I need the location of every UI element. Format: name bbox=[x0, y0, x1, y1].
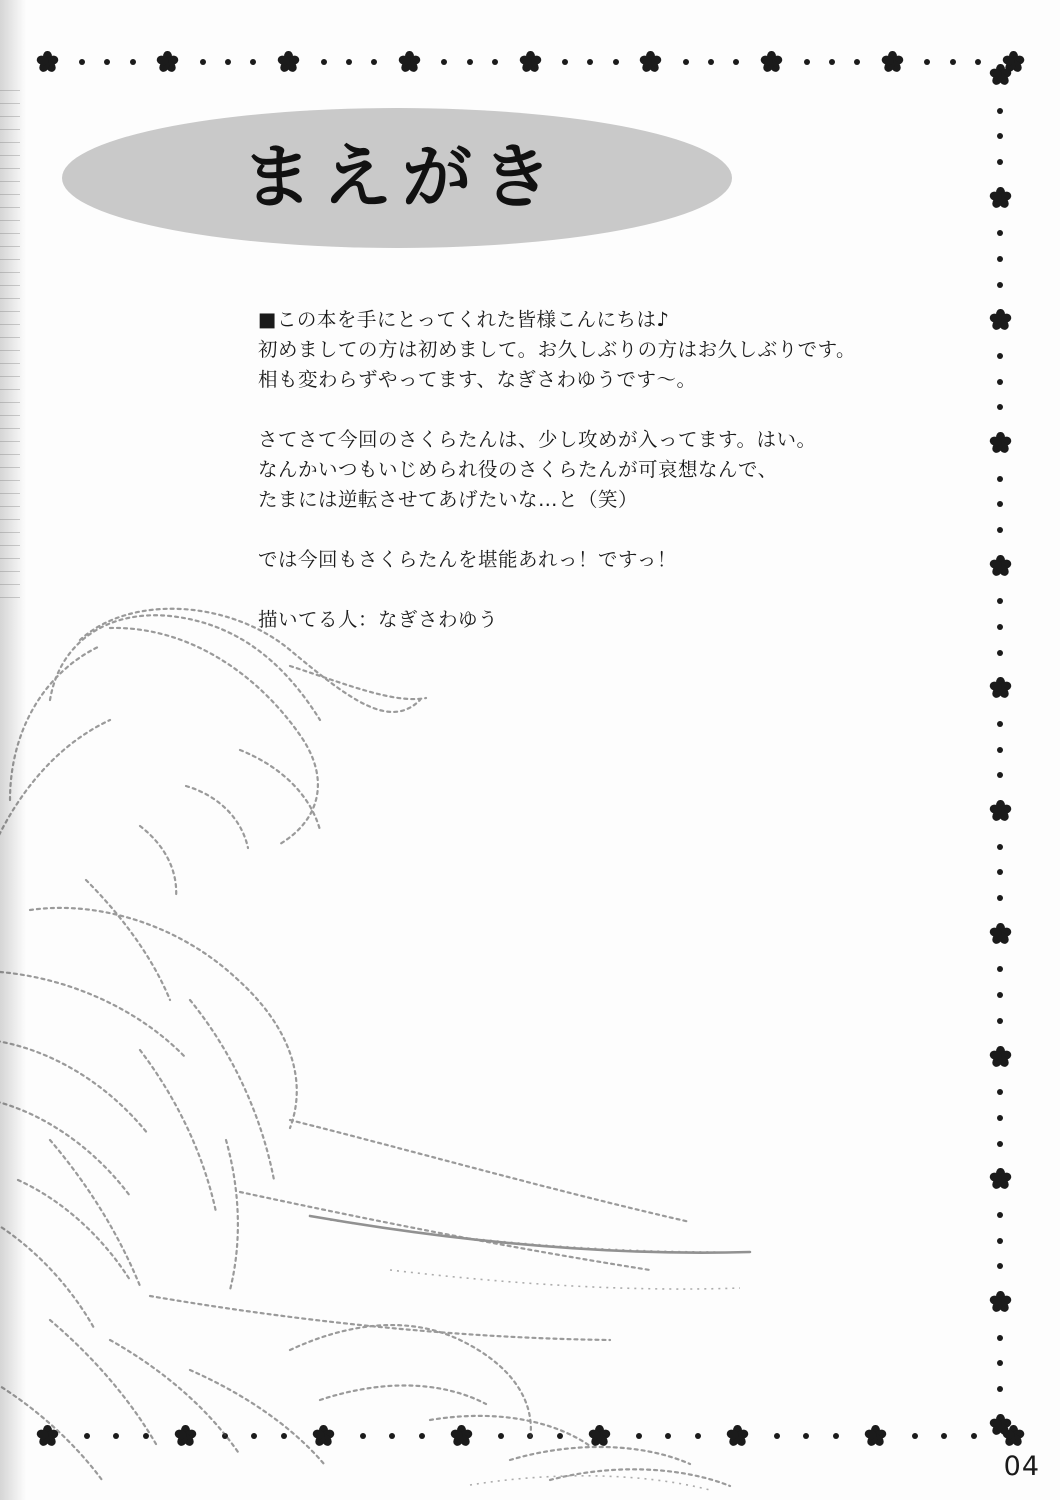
dot-icon bbox=[997, 1263, 1003, 1269]
dot-icon bbox=[803, 1433, 809, 1439]
title-text: まえがき bbox=[242, 136, 562, 218]
dot-icon bbox=[997, 379, 1003, 385]
frame-right bbox=[982, 62, 1018, 1438]
dot-icon bbox=[527, 1433, 533, 1439]
dot-icon bbox=[997, 1335, 1003, 1341]
dot-icon bbox=[997, 772, 1003, 778]
dot-icon bbox=[924, 59, 930, 65]
body-line: 相も変わらずやってます、なぎさわゆうです～。 bbox=[258, 368, 697, 391]
flower-icon bbox=[987, 675, 1013, 701]
dot-icon bbox=[113, 1433, 119, 1439]
dot-icon bbox=[971, 1433, 977, 1439]
body-line: たまには逆転させてあげたいな…と（笑） bbox=[258, 488, 639, 511]
dot-icon bbox=[997, 895, 1003, 901]
dot-icon bbox=[997, 1360, 1003, 1366]
frame-bottom bbox=[34, 1418, 1026, 1454]
flower-icon bbox=[987, 307, 1013, 333]
dot-icon bbox=[975, 59, 981, 65]
flower-icon bbox=[638, 49, 664, 75]
dot-icon bbox=[997, 108, 1003, 114]
dot-icon bbox=[251, 1433, 257, 1439]
dot-icon bbox=[419, 1433, 425, 1439]
dot-icon bbox=[557, 1433, 563, 1439]
flower-icon bbox=[724, 1423, 750, 1449]
dot-icon bbox=[683, 59, 689, 65]
page-number: 04 bbox=[1003, 1451, 1040, 1482]
dot-icon bbox=[997, 844, 1003, 850]
dot-icon bbox=[997, 1141, 1003, 1147]
dot-icon bbox=[346, 59, 352, 65]
dot-icon bbox=[997, 1089, 1003, 1095]
dot-icon bbox=[997, 256, 1003, 262]
flower-icon bbox=[987, 921, 1013, 947]
dot-icon bbox=[371, 59, 377, 65]
dot-icon bbox=[997, 404, 1003, 410]
dot-icon bbox=[997, 230, 1003, 236]
paragraph-spacer bbox=[258, 515, 958, 545]
flower-icon bbox=[987, 185, 1013, 211]
flower-icon bbox=[310, 1423, 336, 1449]
flower-icon bbox=[987, 798, 1013, 824]
dot-icon bbox=[200, 59, 206, 65]
flower-icon bbox=[448, 1423, 474, 1449]
frame-top bbox=[34, 44, 1026, 80]
dot-icon bbox=[997, 282, 1003, 288]
dot-icon bbox=[997, 869, 1003, 875]
page-title bbox=[62, 108, 732, 248]
dot-icon bbox=[950, 59, 956, 65]
dot-icon bbox=[321, 59, 327, 65]
dot-icon bbox=[997, 1238, 1003, 1244]
dot-icon bbox=[360, 1433, 366, 1439]
dot-icon bbox=[997, 1212, 1003, 1218]
dot-icon bbox=[997, 598, 1003, 604]
flower-icon bbox=[759, 49, 785, 75]
dot-icon bbox=[997, 476, 1003, 482]
flower-icon bbox=[517, 49, 543, 75]
flower-icon bbox=[586, 1423, 612, 1449]
flower-icon bbox=[862, 1423, 888, 1449]
dot-icon bbox=[708, 59, 714, 65]
dot-icon bbox=[997, 159, 1003, 165]
flower-icon bbox=[987, 1289, 1013, 1315]
body-line: さてさて今回のさくらたんは、少し攻めが入ってます。はい。 bbox=[258, 428, 817, 451]
dot-icon bbox=[997, 133, 1003, 139]
flower-icon bbox=[987, 62, 1013, 88]
dot-icon bbox=[467, 59, 473, 65]
dot-icon bbox=[997, 1018, 1003, 1024]
dot-icon bbox=[498, 1433, 504, 1439]
dot-icon bbox=[997, 966, 1003, 972]
dot-icon bbox=[222, 1433, 228, 1439]
dot-icon bbox=[997, 721, 1003, 727]
dot-icon bbox=[997, 747, 1003, 753]
body-line: 初めましての方は初めまして。お久しぶりの方はお久しぶりです。 bbox=[258, 338, 857, 361]
dot-icon bbox=[941, 1433, 947, 1439]
dot-icon bbox=[854, 59, 860, 65]
dot-icon bbox=[104, 59, 110, 65]
dot-icon bbox=[143, 1433, 149, 1439]
dot-icon bbox=[997, 992, 1003, 998]
dot-icon bbox=[665, 1433, 671, 1439]
flower-icon bbox=[155, 49, 181, 75]
dot-icon bbox=[281, 1433, 287, 1439]
body-line: ■この本を手にとってくれた皆様こんにちは♪ bbox=[258, 308, 670, 331]
dot-icon bbox=[225, 59, 231, 65]
dot-icon bbox=[829, 59, 835, 65]
flower-icon bbox=[276, 49, 302, 75]
dot-icon bbox=[997, 353, 1003, 359]
dot-icon bbox=[804, 59, 810, 65]
dot-icon bbox=[997, 1115, 1003, 1121]
flower-icon bbox=[34, 1423, 60, 1449]
flower-icon bbox=[396, 49, 422, 75]
dot-icon bbox=[250, 59, 256, 65]
paragraph-spacer bbox=[258, 575, 958, 605]
dot-icon bbox=[997, 527, 1003, 533]
binding-scan-lines bbox=[0, 90, 20, 610]
flower-icon bbox=[987, 1044, 1013, 1070]
dot-icon bbox=[997, 1386, 1003, 1392]
sleeping-girl-line-art bbox=[0, 580, 890, 1500]
flower-icon bbox=[987, 553, 1013, 579]
body-line: 描いてる人：なぎさわゆう bbox=[258, 608, 499, 631]
dot-icon bbox=[562, 59, 568, 65]
dot-icon bbox=[79, 59, 85, 65]
paragraph-spacer bbox=[258, 395, 958, 425]
dot-icon bbox=[492, 59, 498, 65]
dot-icon bbox=[587, 59, 593, 65]
dot-icon bbox=[997, 624, 1003, 630]
preface-body bbox=[258, 305, 958, 635]
body-line: では今回もさくらたんを堪能あれっ！ですっ！ bbox=[258, 548, 677, 571]
flower-icon bbox=[172, 1423, 198, 1449]
body-line: なんかいつもいじめられ役のさくらたんが可哀想なんで、 bbox=[258, 458, 778, 481]
dot-icon bbox=[695, 1433, 701, 1439]
flower-icon bbox=[34, 49, 60, 75]
dot-icon bbox=[774, 1433, 780, 1439]
dot-icon bbox=[733, 59, 739, 65]
dot-icon bbox=[613, 59, 619, 65]
dot-icon bbox=[441, 59, 447, 65]
dot-icon bbox=[636, 1433, 642, 1439]
flower-icon bbox=[987, 1412, 1013, 1438]
dot-icon bbox=[912, 1433, 918, 1439]
flower-icon bbox=[987, 1166, 1013, 1192]
dot-icon bbox=[833, 1433, 839, 1439]
dot-icon bbox=[997, 501, 1003, 507]
dot-icon bbox=[130, 59, 136, 65]
flower-icon bbox=[987, 430, 1013, 456]
flower-icon bbox=[879, 49, 905, 75]
dot-icon bbox=[997, 650, 1003, 656]
dot-icon bbox=[84, 1433, 90, 1439]
dot-icon bbox=[389, 1433, 395, 1439]
